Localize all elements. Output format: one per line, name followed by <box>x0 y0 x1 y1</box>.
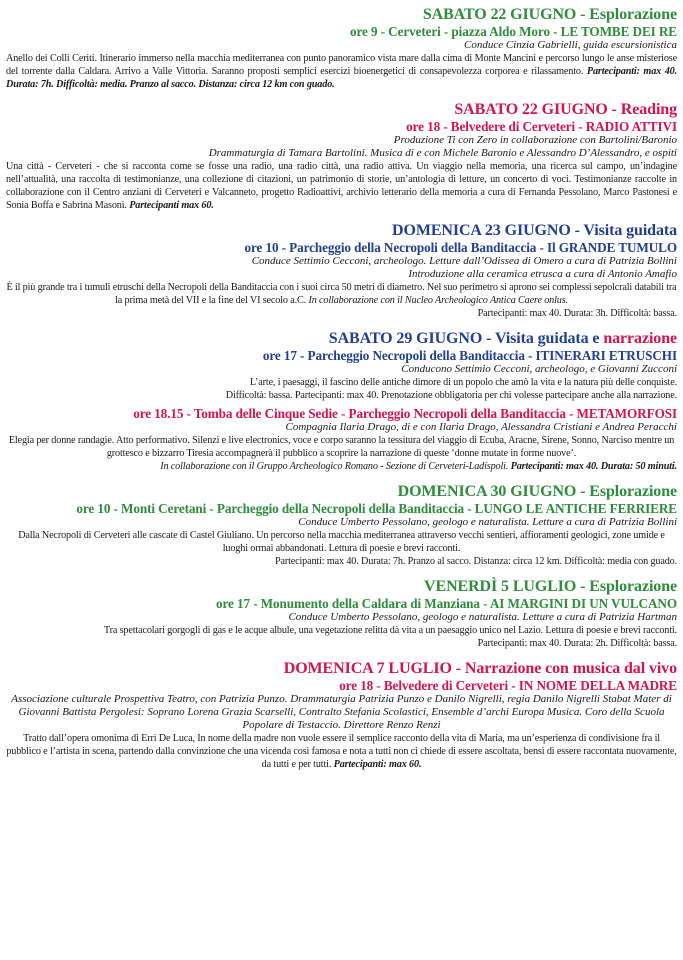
event-1-sep: - <box>576 6 590 23</box>
event-1-line2: ore 9 - Cerveteri - piazza Aldo Moro - LE TOMBE DEI RE <box>350 24 677 39</box>
event-3-meta: Partecipanti: max 40. Durata: 3h. Difficoltà: bassa. <box>477 308 677 319</box>
event-6 <box>6 483 677 568</box>
event-2-description <box>6 160 677 212</box>
event-6-heading <box>6 483 677 501</box>
event-5-meta-line <box>6 460 677 473</box>
event-6-credit-1: Conduce Umberto Pessolano, geologo e naturalista. Letture a cura di Patrizia Bollini <box>298 516 677 528</box>
event-7-line2: ore 17 - Monumento della Caldara di Manziana - AI MARGINI DI UN VULCANO <box>216 596 677 611</box>
event-5 <box>6 406 677 473</box>
event-8-description <box>6 732 677 771</box>
event-2-credit-2: Drammaturgia di Tamara Bartolini. Musica di e con Michele Baronio e Alessandro D’Alessandro, e ospiti <box>208 147 677 159</box>
event-2-meta: Partecipanti max 60. <box>129 200 214 211</box>
event-3-desc-text: È il più grande tra i tumuli etruschi della Necropoli della Banditaccia con i suoi circa 50 metri di diametro. Nel suo perimetro si aprono sei complessi sepolcrali databili tra la prima metà del VII e la fine del VI secolo a.C. <box>6 282 677 306</box>
event-4-meta: Difficoltà: bassa. Partecipanti: max 40. Prenotazione obbligatoria per chi volesse partecipare anche alla narrazione. <box>225 390 677 401</box>
event-7-type: Esplorazione <box>589 578 677 595</box>
event-2 <box>6 101 677 212</box>
event-3-date: DOMENICA 23 GIUGNO <box>392 222 571 239</box>
event-7 <box>6 578 677 650</box>
event-6-date: DOMENICA 30 GIUGNO <box>397 483 577 500</box>
event-2-heading <box>6 101 677 119</box>
event-1-description <box>6 52 677 91</box>
event-3-credit-1: Conduce Settimio Cecconi, archeologo. Letture dall’Odissea di Omero a cura di Patrizia Bollini <box>251 255 677 267</box>
event-8-credit-1: Associazione culturale Prospettiva Teatro, con Patrizia Punzo. Drammaturgia Patrizia Punzo e Danilo Nigrelli, regia Danilo Nigrelli Stabat Mater di Giovanni Battista Pergolesi: Soprano Lorena Grazia Scarselli, Contralto Stefania Scolastici, Ensemble d’archi Europa Musica. Coro della Scuola Popolare di Testaccio. Direttore Renzo Renzi <box>11 693 672 731</box>
event-1-date: SABATO 22 GIUGNO <box>422 6 577 23</box>
event-3-description <box>6 281 677 307</box>
event-2-type: Reading <box>620 101 677 118</box>
event-1-desc-text: Anello dei Colli Ceriti. Itinerario immerso nella macchia mediterranea con punto panoramico vista mare dalla cima di Monte Mancini e percorso lungo le anse misteriose del torrente dalla Caldara. Arrivo a Valle Vittoria. Saranno proposti semplici esercizi bioenergetici di consapevolezza corporea e rilassamento. <box>6 53 677 77</box>
event-2-sep: - <box>607 101 621 118</box>
event-2-date: SABATO 22 GIUGNO <box>454 101 608 118</box>
event-3-type: Visita guidata <box>583 222 677 239</box>
event-1-meta: Partecipanti: max 40. Durata: 7h. Difficoltà: media. Pranzo al sacco. Distanza: circa 12 km con guado. <box>6 66 677 90</box>
event-7-sep: - <box>576 578 590 595</box>
event-3 <box>6 222 677 320</box>
event-5-description: Elegia per donne randagie. Atto performativo. Silenzi e live electronics, voce e corpo saranno la tessitura del viaggio di Ecuba, Aracne, Sirene, Sonno, Narciso mentre un grottesco e bizzarro Tiresia accompagnerà il pubblico a scoprire la narrazione di queste ‘donne mutate in forme nuove’. <box>8 435 675 459</box>
event-2-line2: ore 18 - Belvedere di Cerveteri - RADIO ATTIVI <box>406 119 677 134</box>
event-6-line2: ore 10 - Monti Ceretani - Parcheggio della Necropoli della Banditaccia - LUNGO LE ANTICHE FERRIERE <box>76 501 677 516</box>
event-8-line2: ore 18 - Belvedere di Cerveteri - IN NOME DELLA MADRE <box>339 678 677 693</box>
event-8 <box>6 660 677 771</box>
event-3-sep: - <box>570 222 584 239</box>
event-8-date: DOMENICA 7 LUGLIO <box>283 660 452 677</box>
event-1-credit-1: Conduce Cinzia Gabrielli, guida escursionistica <box>464 39 677 51</box>
event-3-line2: ore 10 - Parcheggio della Necropoli della Banditaccia - Il GRANDE TUMULO <box>244 240 677 255</box>
event-6-description: Dalla Necropoli di Cerveteri alle cascate di Castel Giuliano. Un percorso nella macchia mediterranea attraverso vecchi sentieri, affioramenti geologici, zone umide e luoghi ormai abbandonati. Lettura di poesie e brevi racconti. <box>18 530 665 554</box>
event-4-credit-1: Conducono Settimio Cecconi, archeologo, e Giovanni Zucconi <box>401 363 677 375</box>
event-4-heading <box>6 330 677 348</box>
event-3-heading <box>6 222 677 240</box>
event-1-heading <box>6 6 677 24</box>
event-8-sep: - <box>451 660 465 677</box>
event-1-type: Esplorazione <box>589 6 677 23</box>
event-5-credit-1: Compagnia Ilaria Drago, di e con Ilaria Drago, Alessandra Cristiani e Andrea Peracchi <box>285 421 677 433</box>
event-7-credit-1: Conduce Umberto Pessolano, geologo e naturalista. Letture a cura di Patrizia Hartman <box>288 611 677 623</box>
event-4 <box>6 330 677 402</box>
event-4-type2: narrazione <box>603 330 677 347</box>
event-8-heading <box>6 660 677 678</box>
event-7-heading <box>6 578 677 596</box>
event-4-type: Visita guidata e <box>494 330 604 347</box>
event-1 <box>6 6 677 91</box>
event-8-meta: Partecipanti: max 60. <box>333 759 422 770</box>
event-6-sep: - <box>576 483 590 500</box>
event-2-credit-1: Produzione Ti con Zero in collaborazione con Bartolini/Baronio <box>393 134 677 146</box>
event-3-desc-italic: In collaborazione con il Nucleo Archeologico Antica Caere onlus. <box>308 295 568 306</box>
event-6-type: Esplorazione <box>589 483 677 500</box>
event-4-description: L’arte, i paesaggi, il fascino delle antiche dimore di un popolo che amò la vita e la natura più delle conquiste. <box>249 377 677 388</box>
event-4-date: SABATO 29 GIUGNO <box>328 330 483 347</box>
event-7-description: Tra spettacolari gorgogli di gas e le acque albule, una vegetazione relitta dà vita a un paesaggio unico nel Lazio. Lettura di poesie e brevi racconti. <box>103 625 677 636</box>
event-4-line2: ore 17 - Parcheggio Necropoli della Banditaccia - ITINERARI ETRUSCHI <box>262 348 677 363</box>
event-5-meta: Partecipanti: max 40. Durata: 50 minuti. <box>510 461 677 472</box>
event-5-desc-italic: In collaborazione con il Gruppo Archeologico Romano - Sezione di Cerveteri-Ladispoli. <box>160 461 509 472</box>
event-3-credit-2: Introduzione alla ceramica etrusca a cura di Antonio Amafio <box>408 268 677 280</box>
event-2-desc-text: Una città - Cerveteri - che si racconta come se fosse una radio, una radio città, una radio attiva. Un viaggio nella memoria, una ricerca sul campo, un’indagine nell’attualità, una raccolta di testimonianze, una collezione di citazioni, un patrimonio di storie, un’antologia di letture, un concerto di voci. Testimonianze raccolte in collaborazione con il Centro anziani di Cerveteri e Valcanneto, progetto Radioattivi, archivio letterario della memoria a cura di Fernanda Pessolano, Marco Pastonesi e Sonia Boffa e Sabrina Masoni. <box>6 161 677 211</box>
event-5-line2: ore 18.15 - Tomba delle Cinque Sedie - Parcheggio Necropoli della Banditaccia - METAMORFOSI <box>133 406 677 421</box>
event-7-meta: Partecipanti: max 40. Durata: 2h. Difficoltà: bassa. <box>477 638 677 649</box>
event-8-type: Narrazione con musica dal vivo <box>464 660 677 677</box>
event-7-date: VENERDÌ 5 LUGLIO <box>424 578 577 595</box>
event-8-desc-text: Tratto dall’opera omonima di Erri De Luca, In nome della madre non vuole essere il semplice racconto della vita di Maria, ma un’esperienza di condivisione fra il pubblico e l’artista in scena, partendo dalla convinzione che una vicenda così famosa e nota a tutti non ci chiede di essere ascoltata, bensì di essere raccontata nuovamente, da tutti e per tutti. <box>6 733 677 770</box>
event-6-meta: Partecipanti: max 40. Durata: 7h. Pranzo al sacco. Distanza: circa 12 km. Difficoltà: media con guado. <box>274 556 677 567</box>
event-4-sep: - <box>482 330 495 347</box>
